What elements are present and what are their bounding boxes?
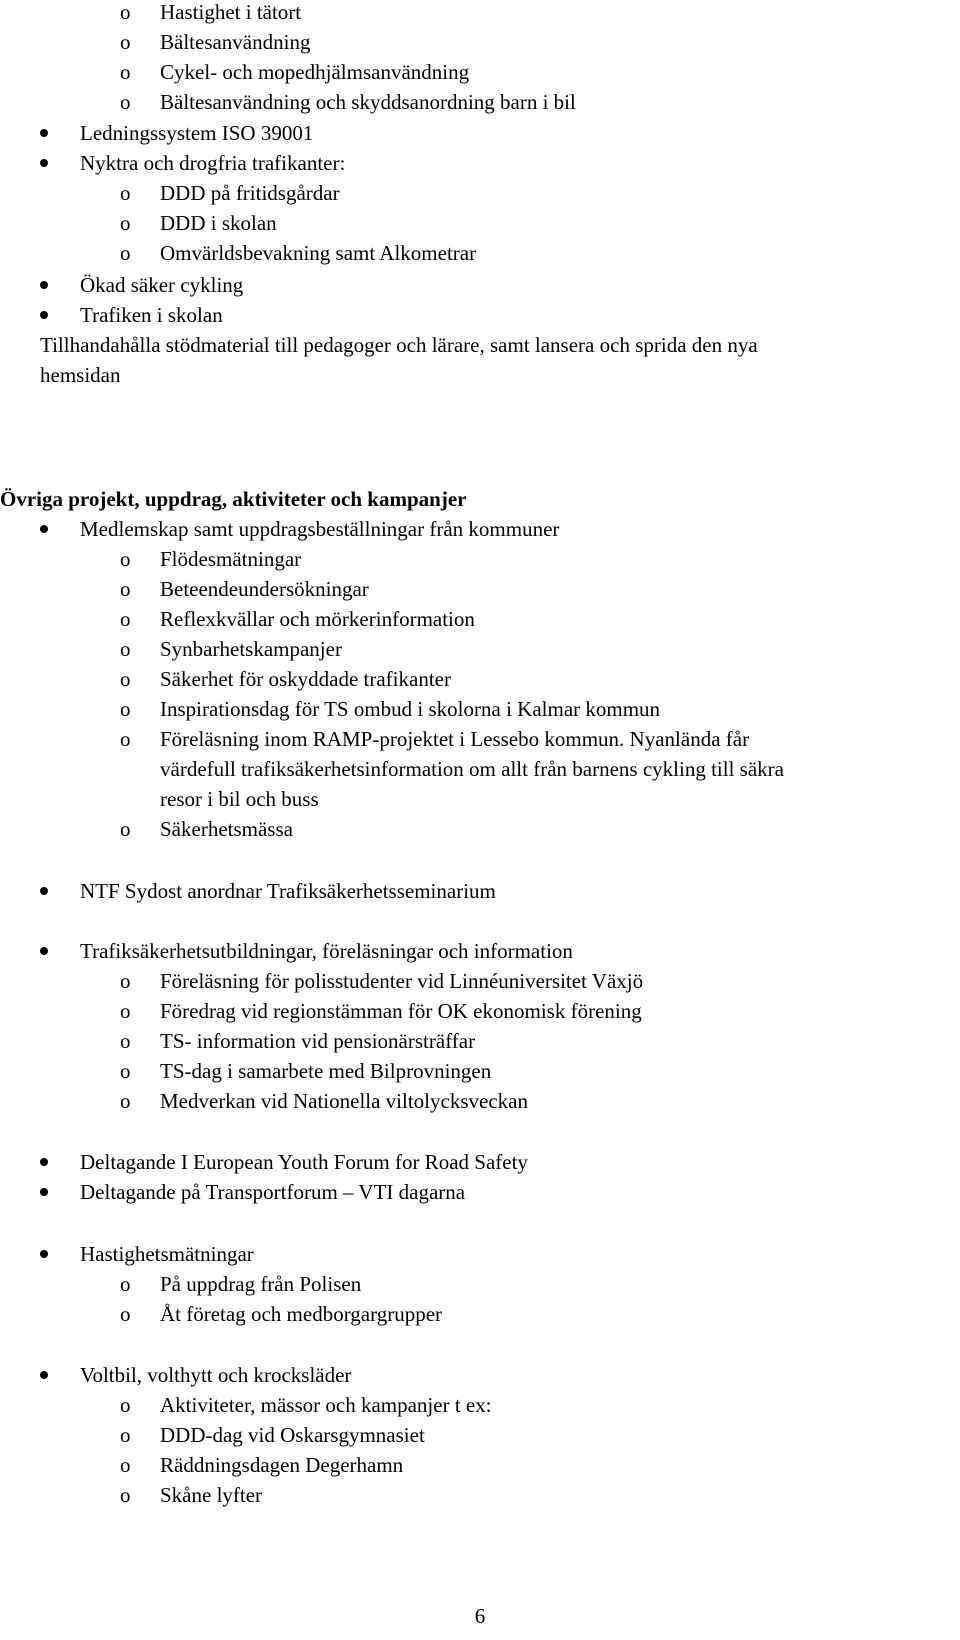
- list-item: DDD i skolan: [160, 211, 277, 235]
- sub-bullet-marker: o: [120, 697, 131, 721]
- sub-bullet-marker: o: [120, 241, 131, 265]
- list-item: Hastighet i tätort: [160, 0, 302, 24]
- bullet-icon: [40, 159, 48, 167]
- sub-bullet-marker: o: [120, 1423, 131, 1447]
- sub-bullet-marker: o: [120, 607, 131, 631]
- list-item: TS- information vid pensionärsträffar: [160, 1029, 476, 1053]
- section-heading: Övriga projekt, uppdrag, aktiviteter och kampanjer: [0, 487, 467, 511]
- bullet-icon: [40, 947, 48, 955]
- paragraph-line: hemsidan: [40, 363, 121, 387]
- bullet-icon: [40, 1250, 48, 1258]
- list-item: Trafiken i skolan: [80, 303, 223, 327]
- sub-bullet-marker: o: [120, 211, 131, 235]
- list-item: På uppdrag från Polisen: [160, 1272, 362, 1296]
- list-item: Föredrag vid regionstämman för OK ekonomisk förening: [160, 999, 642, 1023]
- sub-bullet-marker: o: [120, 181, 131, 205]
- sub-bullet-marker: o: [120, 1059, 131, 1083]
- list-item: TS-dag i samarbete med Bilprovningen: [160, 1059, 492, 1083]
- list-item: Ledningssystem ISO 39001: [80, 121, 314, 145]
- bullet-icon: [40, 525, 48, 533]
- sub-bullet-marker: o: [120, 1302, 131, 1326]
- sub-bullet-marker: o: [120, 90, 131, 114]
- list-item: Hastighetsmätningar: [80, 1242, 254, 1266]
- sub-bullet-marker: o: [120, 637, 131, 661]
- list-item: Reflexkvällar och mörkerinformation: [160, 607, 475, 631]
- list-item: Föreläsning för polisstudenter vid Linnéuniversitet Växjö: [160, 969, 644, 993]
- sub-bullet-marker: o: [120, 547, 131, 571]
- list-item: Omvärldsbevakning samt Alkometrar: [160, 241, 477, 265]
- sub-bullet-marker: o: [120, 0, 131, 24]
- list-item: Inspirationsdag för TS ombud i skolorna i Kalmar kommun: [160, 697, 661, 721]
- sub-bullet-marker: o: [120, 30, 131, 54]
- sub-bullet-marker: o: [120, 817, 131, 841]
- list-item: DDD-dag vid Oskarsgymnasiet: [160, 1423, 425, 1447]
- bullet-icon: [40, 1371, 48, 1379]
- list-item: Beteendeundersökningar: [160, 577, 369, 601]
- list-item: Deltagande I European Youth Forum for Road Safety: [80, 1150, 528, 1174]
- list-item: Synbarhetskampanjer: [160, 637, 342, 661]
- list-item: Cykel- och mopedhjälmsanvändning: [160, 60, 470, 84]
- list-item: Säkerhetsmässa: [160, 817, 293, 841]
- paragraph-line: Tillhandahålla stödmaterial till pedagoger och lärare, samt lansera och sprida den nya: [40, 333, 758, 357]
- list-item: Föreläsning inom RAMP-projektet i Lessebo kommun. Nyanlända får: [160, 727, 750, 751]
- list-item: Bältesanvändning och skyddsanordning barn i bil: [160, 90, 576, 114]
- list-item: Räddningsdagen Degerhamn: [160, 1453, 404, 1477]
- sub-bullet-marker: o: [120, 999, 131, 1023]
- list-item: Åt företag och medborgargrupper: [160, 1302, 443, 1326]
- list-item: Medlemskap samt uppdragsbeställningar från kommuner: [80, 517, 560, 541]
- bullet-icon: [40, 281, 48, 289]
- list-item: Ökad säker cykling: [80, 273, 244, 297]
- sub-bullet-marker: o: [120, 1453, 131, 1477]
- sub-bullet-marker: o: [120, 1029, 131, 1053]
- sub-bullet-marker: o: [120, 60, 131, 84]
- list-item-continuation: resor i bil och buss: [160, 787, 319, 811]
- sub-bullet-marker: o: [120, 577, 131, 601]
- sub-bullet-marker: o: [120, 1393, 131, 1417]
- list-item: Aktiviteter, mässor och kampanjer t ex:: [160, 1393, 492, 1417]
- list-item: Flödesmätningar: [160, 547, 302, 571]
- list-item: Trafiksäkerhetsutbildningar, föreläsningar och information: [80, 939, 573, 963]
- list-item: Skåne lyfter: [160, 1483, 263, 1507]
- list-item: Bältesanvändning: [160, 30, 311, 54]
- list-item: Voltbil, volthytt och krocksläder: [80, 1363, 352, 1387]
- sub-bullet-marker: o: [120, 1272, 131, 1296]
- bullet-icon: [40, 311, 48, 319]
- sub-bullet-marker: o: [120, 727, 131, 751]
- list-item: Nyktra och drogfria trafikanter:: [80, 151, 346, 175]
- bullet-icon: [40, 129, 48, 137]
- sub-bullet-marker: o: [120, 667, 131, 691]
- sub-bullet-marker: o: [120, 969, 131, 993]
- list-item: Medverkan vid Nationella viltolycksveckan: [160, 1089, 528, 1113]
- list-item-continuation: värdefull trafiksäkerhetsinformation om allt från barnens cykling till säkra: [160, 757, 784, 781]
- sub-bullet-marker: o: [120, 1483, 131, 1507]
- bullet-icon: [40, 887, 48, 895]
- list-item: Säkerhet för oskyddade trafikanter: [160, 667, 451, 691]
- bullet-icon: [40, 1188, 48, 1196]
- sub-bullet-marker: o: [120, 1089, 131, 1113]
- list-item: DDD på fritidsgårdar: [160, 181, 340, 205]
- list-item: Deltagande på Transportforum – VTI dagarna: [80, 1180, 466, 1204]
- list-item: NTF Sydost anordnar Trafiksäkerhetsseminarium: [80, 879, 496, 903]
- page-number: 6: [474, 1604, 486, 1628]
- bullet-icon: [40, 1158, 48, 1166]
